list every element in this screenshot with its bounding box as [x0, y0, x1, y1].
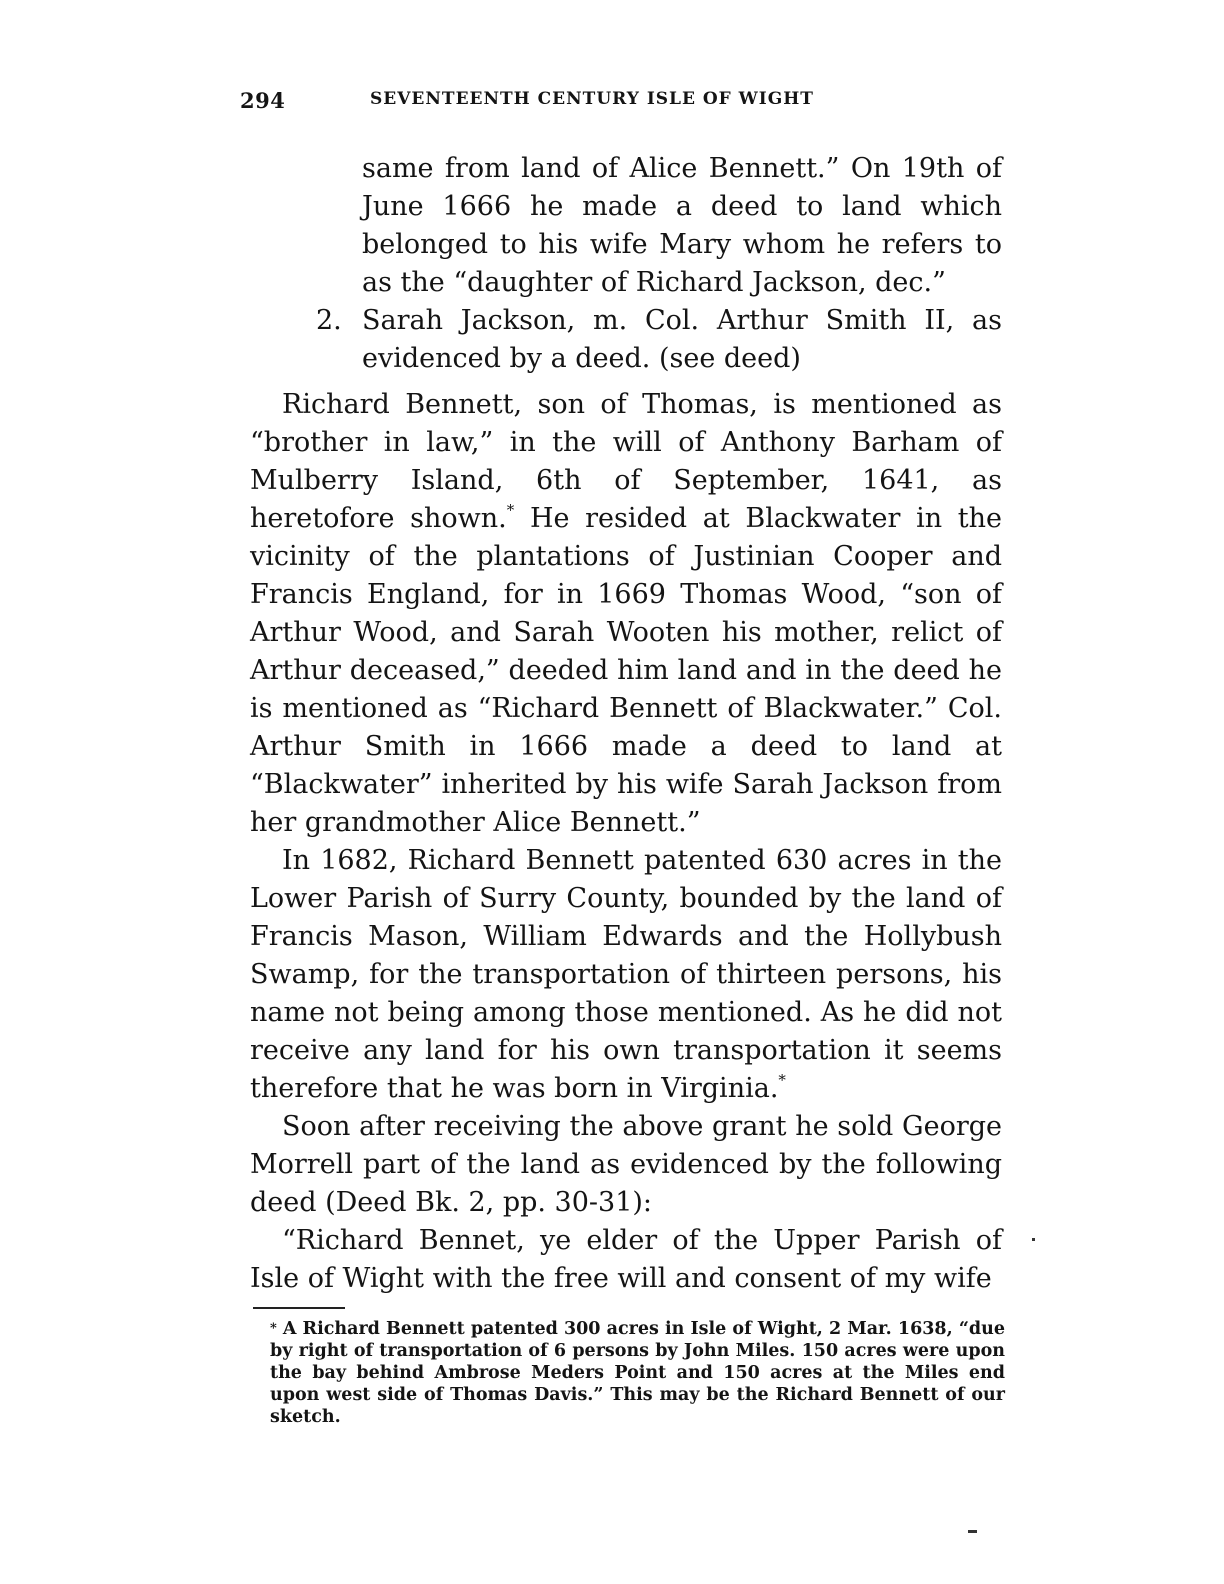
footnote	[270, 1318, 1005, 1428]
paragraph	[250, 386, 1002, 842]
list-item-continuation: same from land of Alice Bennett.” On 19th of June 1666 he made a deed to land which belonged to his wife Mary whom he refers to as the “daughter of Richard Jackson, dec.”	[362, 153, 1002, 298]
scan-speck	[1032, 1238, 1035, 1241]
footnote-divider	[253, 1307, 345, 1309]
list-item-number: 2.	[316, 305, 342, 336]
paragraph-text: He resided at Blackwater in the vicinity of the plantations of Justinian Cooper and Francis England, for in 1669 Thomas Wood, “son of Arthur Wood, and Sarah Wooten his mother, relict of Arthur deceased,” deeded him land and in the deed he is mentioned as “Richard Bennett of Blackwater.” Col. Arthur Smith in 1666 made a deed to land at “Blackwater” inherited by his wife Sarah Jackson from her grandmother Alice Bennett.”	[250, 503, 1002, 838]
footnote-reference: *	[778, 1071, 786, 1089]
paragraph-text: Richard Bennett, son of Thomas, is mentioned as “brother in law,” in the will of Anthony Barham of Mulberry Island, 6th of September, 1641, as heretofore shown.	[250, 389, 1002, 534]
paragraph: “Richard Bennet, ye elder of the Upper Parish of Isle of Wight with the free will and consent of my wife	[250, 1225, 1002, 1294]
footnote-marker: *	[270, 1321, 277, 1336]
page-number: 294	[240, 88, 286, 113]
list-item-text: Sarah Jackson, m. Col. Arthur Smith II, as evidenced by a deed. (see deed)	[362, 305, 1002, 374]
body-text	[250, 150, 1002, 1298]
scan-speck	[968, 1530, 977, 1533]
paragraph: Soon after receiving the above grant he sold George Morrell part of the land as evidenced by the following deed (Deed Bk. 2, pp. 30-31):	[250, 1111, 1002, 1218]
list-item	[316, 302, 1002, 378]
footnote-text: A Richard Bennett patented 300 acres in Isle of Wight, 2 Mar. 1638, “due by right of transportation of 6 persons by John Miles. 150 acres were upon the bay behind Ambrose Meders Point and 150 acres at the Miles end upon west side of Thomas Davis.” This may be the Richard Bennett of our sketch.	[270, 1319, 1005, 1427]
paragraph-text: In 1682, Richard Bennett patented 630 acres in the Lower Parish of Surry County, bounded by the land of Francis Mason, William Edwards and the Hollybush Swamp, for the transportation of thirteen persons, his name not being among those mentioned. As he did not receive any land for his own transportation it seems therefore that he was born in Virginia.	[250, 845, 1002, 1104]
footnote-reference: *	[506, 501, 515, 519]
paragraph	[250, 842, 1002, 1108]
running-title: SEVENTEENTH CENTURY ISLE OF WIGHT	[370, 89, 814, 109]
